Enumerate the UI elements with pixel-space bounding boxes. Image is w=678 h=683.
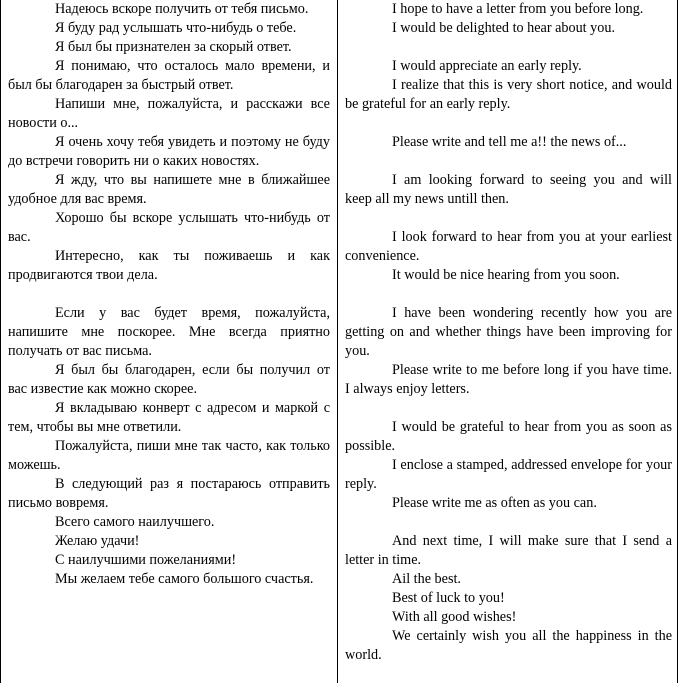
russian-phrase: Я вкладываю конверт с адресом и маркой с тем, чтобы вы мне ответили. <box>8 400 330 435</box>
english-spacer <box>345 114 672 133</box>
russian-spacer <box>8 285 330 304</box>
english-phrase: I am looking forward to seeing you and will keep all my news untill then. <box>345 172 672 207</box>
english-phrase: With all good wishes! <box>392 609 517 625</box>
english-phrase: Please write and tell me a!! the news of... <box>392 134 627 150</box>
russian-phrase: Желаю удачи! <box>55 533 140 549</box>
russian-phrase: Я был бы признателен за скорый ответ. <box>55 39 292 55</box>
english-spacer <box>345 285 672 304</box>
english-phrase: I look forward to hear from you at your earliest convenience. <box>345 229 672 264</box>
russian-phrase: С наилучшими пожеланиями! <box>55 552 237 568</box>
english-phrase: I have been wondering recently how you are getting on and whether things have been improving for you. <box>345 305 672 359</box>
russian-phrase: Я понимаю, что осталось мало времени, и был бы благодарен за быстрый ответ. <box>8 58 330 93</box>
english-phrase: I would be grateful to hear from you as soon as possible. <box>345 419 672 454</box>
russian-phrase: Напиши мне, пожалуйста, и расскажи все новости о... <box>8 96 330 131</box>
english-column <box>345 0 672 665</box>
english-spacer <box>345 152 672 171</box>
russian-phrase: Хорошо бы вскоре услышать что-нибудь от вас. <box>8 210 330 245</box>
russian-phrase: Всего самого наилучшего. <box>55 514 215 530</box>
russian-phrase: Если у вас будет время, пожалуйста, напишите мне поскорее. Мне всегда приятно получать от вас письма. <box>8 305 330 359</box>
english-spacer <box>345 209 672 228</box>
russian-phrase: Я очень хочу тебя увидеть и поэтому не буду до встречи говорить ни о каких новостях. <box>8 134 330 169</box>
russian-phrase: Пожалуйста, пиши мне так часто, как только можешь. <box>8 438 330 473</box>
russian-phrase: Мы желаем тебе самого большого счастья. <box>55 571 314 587</box>
english-phrase: I realize that this is very short notice, and would be grateful for an early reply. <box>345 77 672 112</box>
english-spacer <box>345 513 672 532</box>
english-phrase: Best of luck to you! <box>392 590 505 606</box>
english-phrase: I enclose a stamped, addressed envelope for your reply. <box>345 457 672 492</box>
russian-phrase: Интересно, как ты поживаешь и как продвигаются твои дела. <box>8 248 330 283</box>
russian-phrase: Я был бы благодарен, если бы получил от вас известие как можно скорее. <box>8 362 330 397</box>
english-phrase: It would be nice hearing from you soon. <box>392 267 620 283</box>
english-phrase: I would be delighted to hear about you. <box>392 20 616 36</box>
english-phrase: We certainly wish you all the happiness in the world. <box>345 628 672 663</box>
column-divider <box>337 0 338 683</box>
russian-phrase: В следующий раз я постараюсь отправить письмо вовремя. <box>8 476 330 511</box>
english-phrase: I hope to have a letter from you before long. <box>392 1 644 17</box>
english-phrase: Please write me as often as you can. <box>392 495 597 511</box>
english-phrase: Please write to me before long if you have time. I always enjoy letters. <box>345 362 672 397</box>
english-phrase: I would appreciate an early reply. <box>392 58 582 74</box>
english-phrase: And next time, I will make sure that I send a letter in time. <box>345 533 672 568</box>
english-spacer <box>345 399 672 418</box>
russian-phrase: Надеюсь вскоре получить от тебя письмо. <box>55 1 309 17</box>
english-phrase: Ail the best. <box>392 571 461 587</box>
russian-phrase: Я жду, что вы напишете мне в ближайшее удобное для вас время. <box>8 172 330 207</box>
russian-column <box>8 0 330 589</box>
english-spacer <box>345 38 672 57</box>
russian-phrase: Я буду рад услышать что-нибудь о тебе. <box>55 20 297 36</box>
